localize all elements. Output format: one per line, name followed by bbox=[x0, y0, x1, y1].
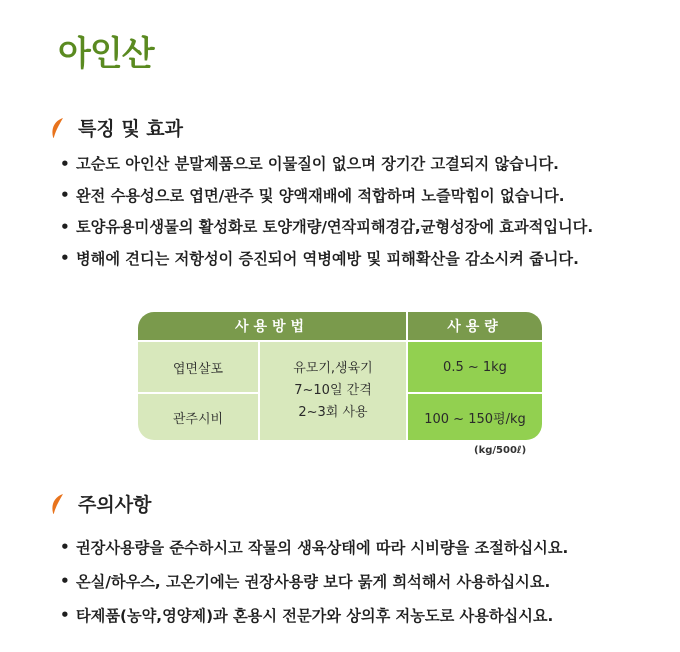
feature-text: 고순도 아인산 분말제품으로 이물질이 없으며 장기간 고결되지 않습니다. bbox=[76, 155, 559, 174]
method-cell: 엽면살포 bbox=[138, 342, 258, 392]
list-item bbox=[60, 211, 593, 243]
method-cell: 관주시비 bbox=[138, 394, 258, 440]
features-heading bbox=[50, 114, 183, 141]
usage-table bbox=[138, 312, 542, 440]
bullet-dot: • bbox=[60, 572, 70, 590]
unit-note: (kg/500ℓ) bbox=[474, 445, 527, 456]
header-amount: 사용량 bbox=[408, 312, 542, 340]
feature-text: 완전 수용성으로 엽면/관주 및 양액재배에 적합하며 노즐막힘이 없습니다. bbox=[76, 186, 565, 205]
cautions-heading bbox=[50, 490, 151, 517]
page-title: 아인산 bbox=[58, 34, 154, 74]
bullet-dot: • bbox=[60, 217, 70, 236]
header-method: 사용방법 bbox=[138, 312, 406, 340]
list-item bbox=[60, 180, 593, 212]
list-item bbox=[60, 148, 593, 180]
bullet-dot: • bbox=[60, 606, 70, 624]
bullet-dot: • bbox=[60, 154, 70, 173]
feature-text: 토양유용미생물의 활성화로 토양개량/연작피해경감,균형성장에 효과적입니다. bbox=[76, 218, 594, 237]
bullet-dot: • bbox=[60, 249, 70, 268]
leaf-icon bbox=[50, 117, 66, 139]
timing-cell bbox=[260, 342, 406, 440]
amount-cell: 0.5 ~ 1kg bbox=[408, 342, 542, 392]
features-list bbox=[60, 148, 593, 274]
bullet-dot: • bbox=[60, 538, 70, 556]
cautions-list bbox=[60, 530, 568, 632]
caution-text: 온실/하우스, 고온기에는 권장사용량 보다 묽게 희석해서 사용하십시요. bbox=[76, 572, 551, 591]
timing-line: 2~3회 사용 bbox=[298, 405, 368, 420]
amount-cell: 100 ~ 150평/kg bbox=[408, 394, 542, 440]
list-item bbox=[60, 243, 593, 275]
caution-text: 권장사용량을 준수하시고 작물의 생육상태에 따라 시비량을 조절하십시요. bbox=[76, 538, 569, 557]
list-item bbox=[60, 598, 568, 632]
timing-line: 7~10일 간격 bbox=[294, 383, 372, 398]
caution-text: 타제품(농약,영양제)과 혼용시 전문가와 상의후 저농도로 사용하십시요. bbox=[76, 606, 554, 625]
features-heading-label: 특징 및 효과 bbox=[78, 118, 183, 140]
bullet-dot: • bbox=[60, 186, 70, 205]
feature-text: 병해에 견디는 저항성이 증진되어 역병예방 및 피해확산을 감소시켜 줍니다. bbox=[76, 249, 579, 268]
list-item bbox=[60, 564, 568, 598]
cautions-heading-label: 주의사항 bbox=[78, 494, 152, 516]
list-item bbox=[60, 530, 568, 564]
timing-line: 유모기,생육기 bbox=[293, 361, 373, 376]
leaf-icon bbox=[50, 493, 66, 515]
